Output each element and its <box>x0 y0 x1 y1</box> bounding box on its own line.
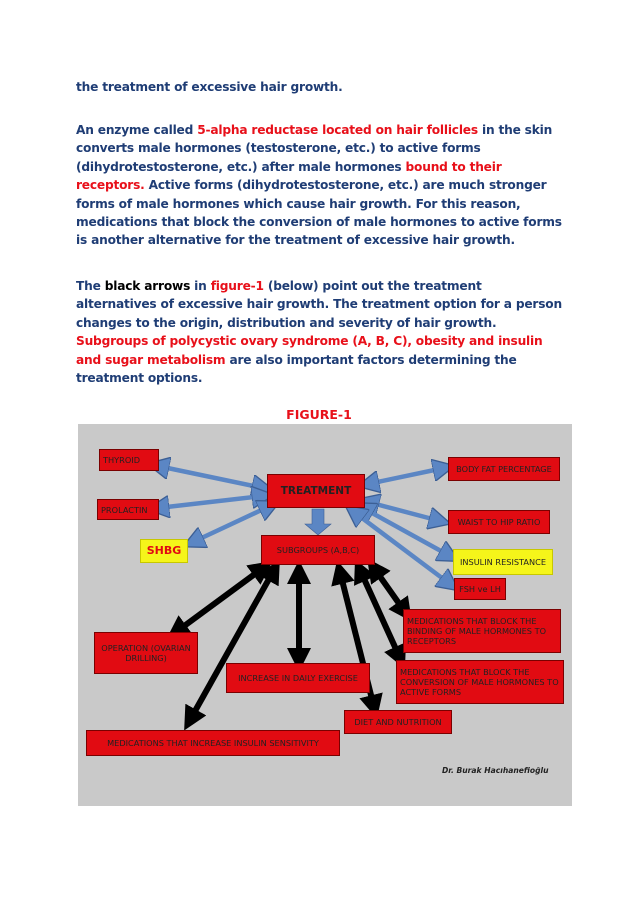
paragraph-3-text-1: The <box>76 279 105 293</box>
arrow-shbg-treatment <box>193 506 270 542</box>
box-insulin-resistance: INSULIN RESISTANCE <box>453 549 553 575</box>
box-insulin-meds: MEDICATIONS THAT INCREASE INSULIN SENSITIVITY <box>86 730 340 756</box>
arrow-bodyfat-treatment <box>368 468 444 484</box>
paragraph-2 <box>76 121 566 250</box>
box-waist-hip: WAIST TO HIP RATIO <box>448 510 550 534</box>
paragraph-3-highlight-subgroups: Subgroups of polycystic ovary syndrome (A, B, C), obesity and insulin and sugar metabolism <box>76 334 543 367</box>
box-med-block-conversion: MEDICATIONS THAT BLOCK THE CONVERSION OF MALE HORMONES TO ACTIVE FORMS <box>396 660 564 704</box>
box-prolactin: PROLACTIN <box>97 499 159 520</box>
box-subgroups: SUBGROUPS (A,B,C) <box>261 535 375 565</box>
paragraph-3-text-4: are also important factors determining the treatment options. <box>76 352 517 386</box>
paragraph-3-text-3: (below) point out the treatment alternatives of excessive hair growth. The treatment option for a person changes to the origin, distribution and severity of hair growth. <box>76 279 562 330</box>
paragraph-1 <box>76 78 566 96</box>
box-thyroid: THYROID <box>99 449 159 471</box>
box-treatment: TREATMENT <box>267 474 365 508</box>
arrow-treatment-subgroups <box>305 509 331 535</box>
box-diet: DIET AND NUTRITION <box>344 710 452 734</box>
paragraph-2-text-2: in the skin converts male hormones (testosterone, etc.) to active forms (dihydrotestosterone, etc.) after male hormones <box>76 123 553 174</box>
paragraph-3-text-2: in <box>190 279 211 293</box>
arrow-subgroups-conversion <box>360 570 400 658</box>
paragraph-3-figure-ref: figure-1 <box>210 279 264 293</box>
box-body-fat: BODY FAT PERCENTAGE <box>448 457 560 481</box>
paragraph-2-text-3: Active forms (dihydrotestosterone, etc.) are much stronger forms of male hormones which cause hair growth. For this reason, medications that block the conversion of male hormones to active forms is another alternative for the treatment of excessive hair growth. <box>76 178 562 248</box>
box-fsh-lh: FSH ve LH <box>454 578 506 600</box>
paragraph-1-text: the treatment of excessive hair growth. <box>76 80 343 94</box>
arrow-subgroups-operation <box>176 568 263 632</box>
arrow-thyroid-treatment <box>158 466 263 488</box>
paragraph-2-highlight-receptors: bound to their receptors. <box>76 159 502 193</box>
box-exercise: INCREASE IN DAILY EXERCISE <box>226 663 370 693</box>
paragraph-3-black-arrows: black arrows <box>104 279 191 293</box>
paragraph-2-text-1: An enzyme called <box>76 123 198 137</box>
box-shbg: SHBG <box>140 539 188 563</box>
paragraph-2-highlight-enzyme: 5-alpha reductase located on hair follicles <box>197 123 478 137</box>
box-med-block-binding: MEDICATIONS THAT BLOCK THE BINDING OF MALE HORMONES TO RECEPTORS <box>403 609 561 653</box>
paragraph-3 <box>76 277 566 387</box>
figure-signature: Dr. Burak Hacıhanefioğlu <box>442 766 549 775</box>
box-operation: OPERATION (OVARIAN DRILLING) <box>94 632 198 674</box>
figure-1-diagram <box>78 424 572 806</box>
figure-title: FIGURE-1 <box>286 407 352 422</box>
arrow-prolactin-treatment <box>158 496 263 508</box>
